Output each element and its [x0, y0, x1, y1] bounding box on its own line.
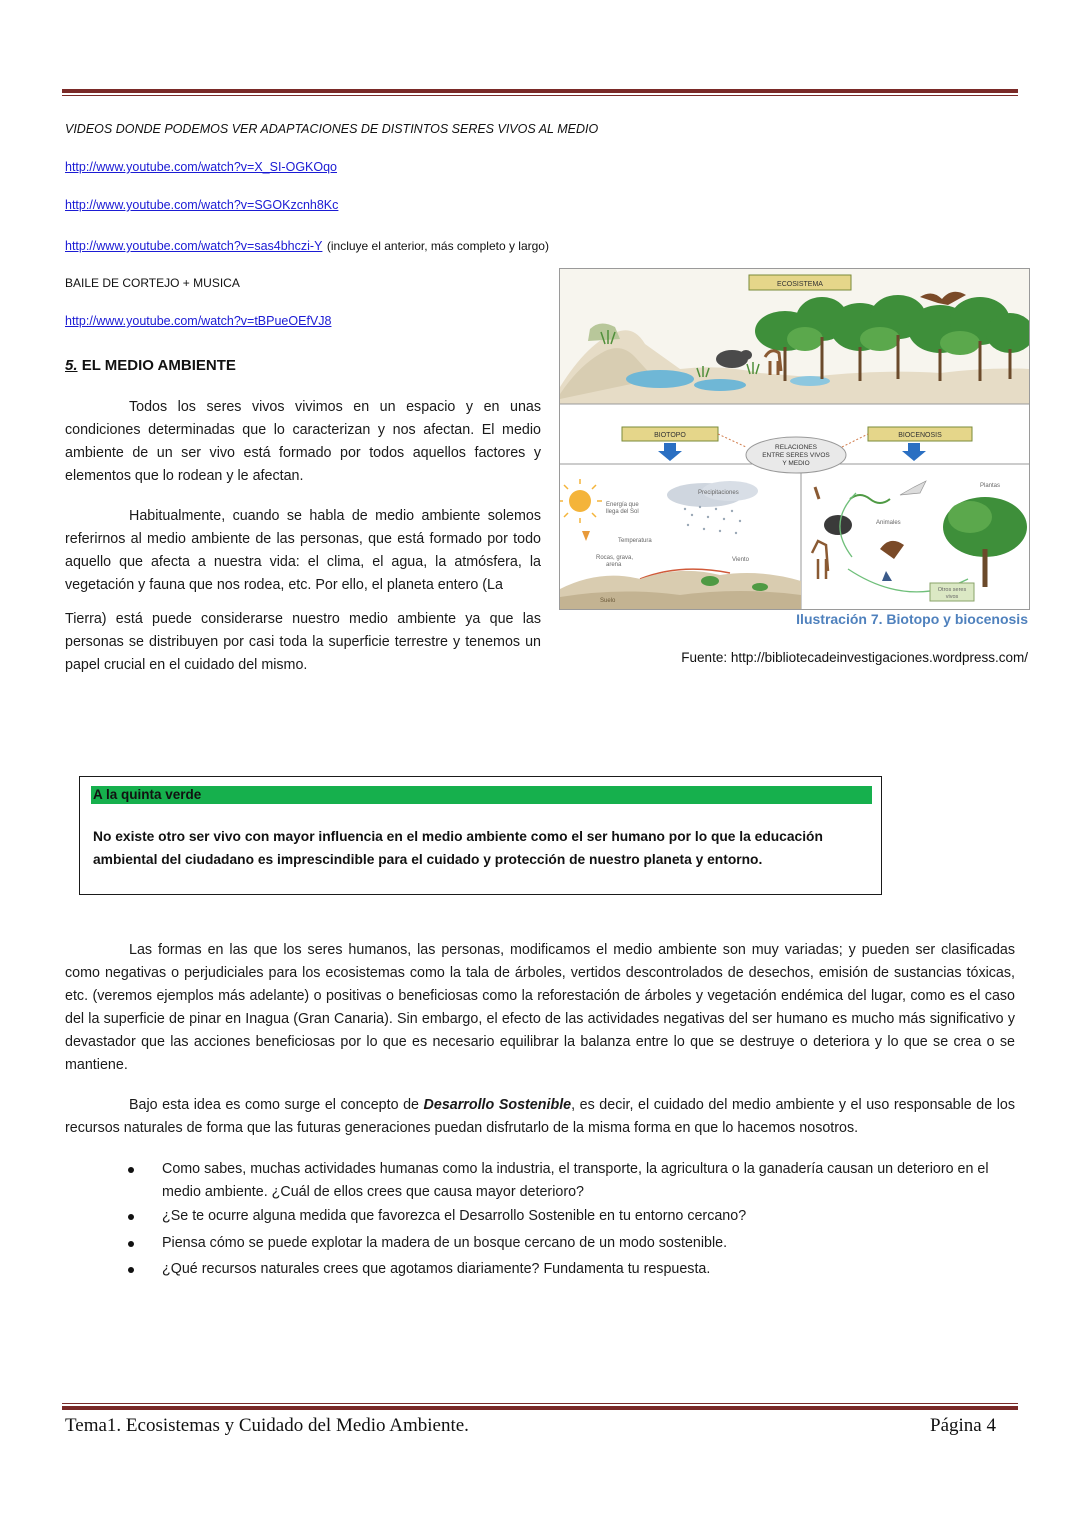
label-rocas-1: Rocas, grava, [596, 555, 634, 561]
page-number: Página 4 [930, 1415, 996, 1436]
ecosystem-illustration [560, 269, 1029, 609]
video-link-3[interactable]: http://www.youtube.com/watch?v=sas4bhczi-Y [65, 239, 323, 253]
paragraph-1: Todos los seres vivos vivimos en un espacio y en unas condiciones determinadas que lo caracterizan y nos afectan. El medio ambiente de un ser vivo está formado por todos aquellos factores y elementos que lo rodean y le afectan. [65, 399, 541, 484]
callout-title: A la quinta verde [91, 786, 872, 804]
video-link-3-row [65, 237, 549, 255]
label-relaciones-3: Y MEDIO [782, 460, 810, 467]
video-link-3-note: (incluye el anterior, más completo y largo) [326, 239, 549, 253]
label-relaciones-1: RELACIONES [775, 444, 817, 451]
callout-body: No existe otro ser vivo con mayor influencia en el medio ambiente como el ser humano por lo que la educación ambiental del ciudadano es imprescindible para el cuidado y protección de nuestro planeta y entorno. [93, 829, 823, 867]
label-biocenosis: BIOCENOSIS [898, 432, 942, 439]
figure-caption: Ilustración 7. Biotopo y biocenosis [796, 611, 1028, 627]
list-item: Como sabes, muchas actividades humanas como la industria, el transporte, la agricultura o la ganadería causan un deterioro en el medio ambiente. ¿Cuál de ellos crees que causa mayor deterioro? [96, 1158, 1016, 1204]
section-title: EL MEDIO AMBIENTE [81, 357, 236, 374]
video-link-2[interactable]: http://www.youtube.com/watch?v=SGOKzcnh8Kc [65, 198, 339, 212]
paragraph-2: Habitualmente, cuando se habla de medio ambiente solemos referirnos al medio ambiente de las personas, que está formado por todo aquello que afecta a nuestra vida: el clima, el agua, la atmósfera, la vegetación y fauna que nos rodea, etc. Por ello, el planeta entero (La [65, 508, 541, 593]
label-rocas-2: arena [606, 562, 622, 568]
label-viento: Viento [732, 557, 749, 563]
section-heading [65, 357, 236, 374]
label-animales: Animales [876, 520, 901, 526]
videos-title: VIDEOS DONDE PODEMOS VER ADAPTACIONES DE DISTINTOS SERES VIVOS AL MEDIO [65, 122, 599, 136]
label-precipitaciones: Precipitaciones [698, 490, 739, 496]
paragraph-2-continued: Tierra) está puede considerarse nuestro medio ambiente ya que las personas se distribuyen por casi toda la superficie terrestre y tenemos un papel crucial en el cuidado del mismo. [65, 611, 541, 673]
figure-source: Fuente: http://bibliotecadeinvestigaciones.wordpress.com/ [681, 650, 1028, 665]
footer-rule [62, 1403, 1018, 1410]
term-desarrollo-sostenible: Desarrollo Sostenible [423, 1097, 572, 1113]
header-rule [62, 89, 1018, 96]
label-energia-1: Energía que [606, 502, 639, 508]
video-link-1[interactable]: http://www.youtube.com/watch?v=X_SI-OGKOqo [65, 160, 338, 174]
label-relaciones-2: ENTRE SERES VIVOS [762, 452, 830, 459]
callout-box [79, 776, 882, 895]
footer-title: Tema1. Ecosistemas y Cuidado del Medio Ambiente. [65, 1415, 469, 1436]
paragraph-4: Bajo esta idea es como surge el concepto de Desarrollo Sostenible, es decir, el cuidado del medio ambiente y el uso responsable de los recursos naturales de forma que las futuras generaciones puedan disfrutarlo de la misma forma en que lo hacemos nosotros. [65, 1097, 1016, 1136]
label-biotopo: BIOTOPO [654, 432, 686, 439]
paragraph-3: Las formas en las que los seres humanos, las personas, modificamos el medio ambiente son muy variadas; y pueden ser clasificadas como negativas o perjudiciales para los ecosistemas como la tala de árboles, vertidos descontrolados de desechos, emisión de sustancias tóxicas, etc. (veremos ejemplos más adelante) o positivas o beneficiosas como la reforestación de árboles y vegetación endémica del lugar, como es el caso del la superficie de pinar en Inagua (Gran Canaria). Sin embargo, el efecto de las actividades negativas del ser humano es mucho más significativo y devastador que las acciones beneficiosas por lo que es necesario equilibrar la balanza entre lo que se destruye o deteriora y lo que se crea o se mantiene. [65, 942, 1015, 1073]
list-item: ¿Qué recursos naturales crees que agotamos diariamente? Fundamenta tu respuesta. [96, 1258, 1016, 1281]
question-list [96, 1158, 1016, 1281]
baile-title: BAILE DE CORTEJO + MUSICA [65, 276, 240, 290]
section-number: 5. [65, 357, 78, 374]
label-otros-2: vivos [945, 594, 959, 600]
list-item: Piensa cómo se puede explotar la madera de un bosque cercano de un modo sostenible. [96, 1232, 1016, 1255]
label-ecosistema: ECOSISTEMA [777, 281, 823, 288]
list-item: ¿Se te ocurre alguna medida que favorezca el Desarrollo Sostenible en tu entorno cercano? [96, 1205, 1016, 1228]
label-plantas: Plantas [980, 483, 1001, 489]
label-temperatura: Temperatura [618, 538, 652, 544]
label-otros-1: Otros seres [937, 587, 967, 593]
baile-link[interactable]: http://www.youtube.com/watch?v=tBPueOEfVJ8 [65, 314, 332, 328]
label-suelo: Suelo [600, 598, 616, 604]
ecosystem-figure [559, 268, 1030, 610]
label-energia-2: llega del Sol [606, 509, 639, 515]
